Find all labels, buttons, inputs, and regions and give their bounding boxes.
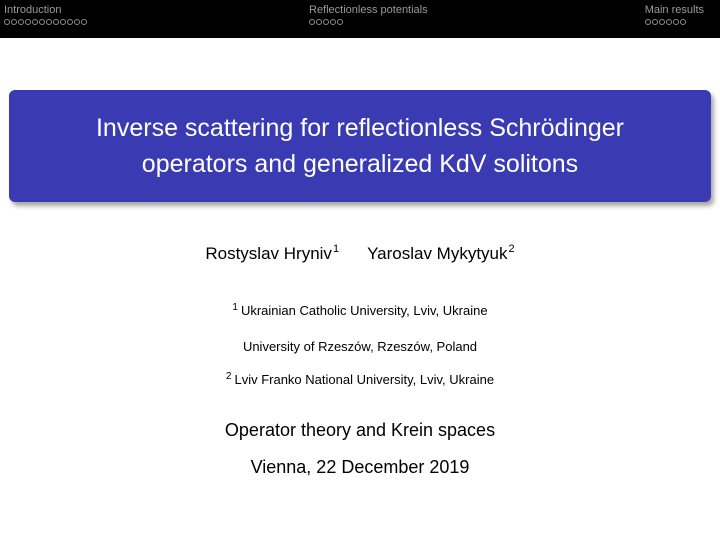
author-2	[367, 243, 515, 264]
nav-dot[interactable]	[330, 19, 336, 25]
nav-dot[interactable]	[81, 19, 87, 25]
nav-dot[interactable]	[316, 19, 322, 25]
nav-section-introduction[interactable]	[4, 4, 87, 25]
nav-label[interactable]: Introduction	[4, 4, 62, 16]
nav-dot[interactable]	[673, 19, 679, 25]
title-block	[9, 90, 711, 202]
author-name: Yaroslav Mykytyuk	[367, 244, 508, 263]
place-and-date: Vienna, 22 December 2019	[250, 457, 470, 477]
nav-label[interactable]: Main results	[644, 4, 704, 16]
affiliation-1	[0, 302, 720, 318]
nav-dot[interactable]	[60, 19, 66, 25]
nav-dot[interactable]	[680, 19, 686, 25]
nav-progress-dots	[4, 19, 87, 25]
nav-section-main-results[interactable]	[645, 4, 704, 25]
nav-dot[interactable]	[652, 19, 658, 25]
authors	[0, 243, 720, 264]
nav-dot[interactable]	[39, 19, 45, 25]
nav-dot[interactable]	[53, 19, 59, 25]
nav-dot[interactable]	[645, 19, 651, 25]
nav-dot[interactable]	[46, 19, 52, 25]
author-name: Rostyslav Hryniv	[205, 244, 332, 263]
affiliation-text: Ukrainian Catholic University, Lviv, Ukraine	[240, 303, 488, 318]
nav-label[interactable]: Reflectionless potentials	[309, 4, 428, 16]
nav-dot[interactable]	[18, 19, 24, 25]
affiliation-mark: 2	[508, 243, 515, 255]
affiliation-1-second-line: University of Rzeszów, Rzeszów, Poland	[242, 339, 478, 354]
nav-progress-dots	[309, 19, 428, 25]
nav-dot[interactable]	[4, 19, 10, 25]
affiliation-2	[0, 371, 720, 387]
nav-dot[interactable]	[337, 19, 343, 25]
nav-dot[interactable]	[309, 19, 315, 25]
nav-section-reflectionless-potentials[interactable]	[309, 4, 428, 25]
nav-progress-dots	[645, 19, 704, 25]
nav-dot[interactable]	[11, 19, 17, 25]
affiliation-text: Lviv Franko National University, Lviv, Ukraine	[234, 372, 495, 387]
nav-dot[interactable]	[32, 19, 38, 25]
author-1	[205, 243, 339, 264]
nav-dot[interactable]	[74, 19, 80, 25]
title-line-1: Inverse scattering for reflectionless Schrödinger	[95, 114, 625, 142]
affiliation-mark: 1	[232, 302, 238, 313]
conference-name: Operator theory and Krein spaces	[224, 420, 496, 440]
title-line-2: operators and generalized KdV solitons	[141, 150, 579, 178]
nav-dot[interactable]	[67, 19, 73, 25]
nav-dot[interactable]	[659, 19, 665, 25]
nav-dot[interactable]	[25, 19, 31, 25]
nav-dot[interactable]	[323, 19, 329, 25]
navigation-bar	[0, 0, 720, 38]
affiliation-mark: 1	[332, 243, 340, 255]
affiliation-mark: 2	[225, 371, 232, 382]
nav-dot[interactable]	[666, 19, 672, 25]
